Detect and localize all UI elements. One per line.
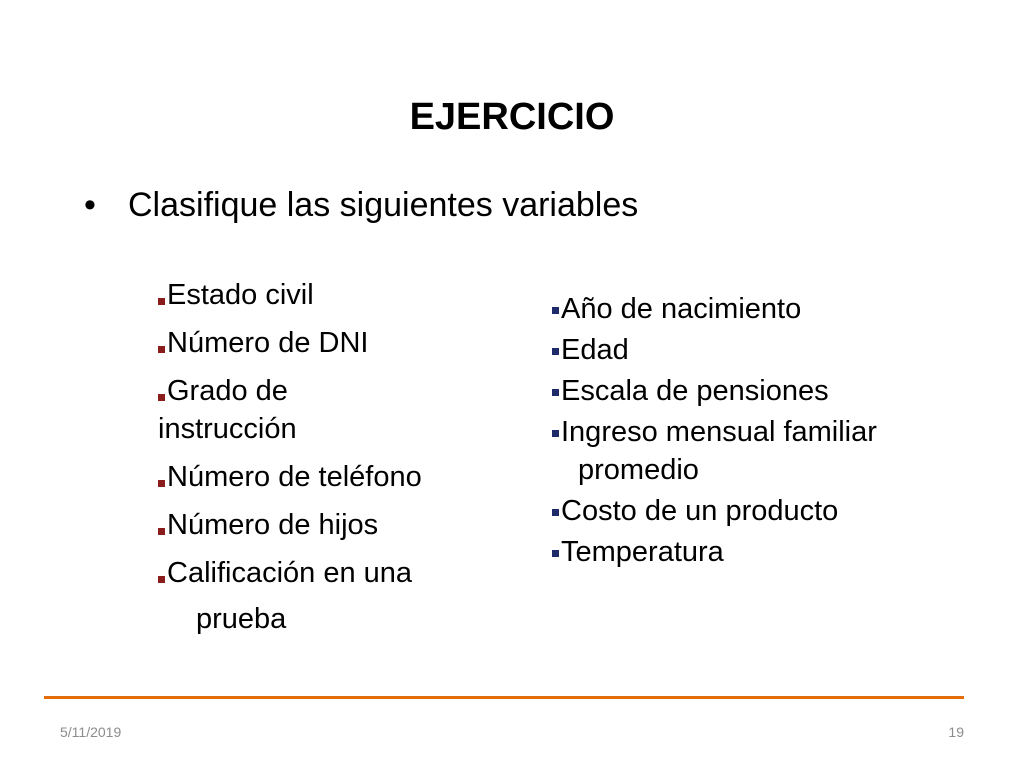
- list-item: [552, 533, 982, 571]
- instruction-bullet: [84, 186, 638, 225]
- list-item-text: Año de nacimiento: [561, 293, 802, 325]
- footer-divider: [44, 696, 964, 699]
- list-item-text: Calificación en una: [167, 557, 413, 589]
- list-item-text: Grado de: [167, 375, 288, 407]
- slide-title: EJERCICIO: [409, 96, 615, 138]
- list-item: [158, 506, 498, 544]
- slide-number: 19: [948, 724, 964, 740]
- square-bullet-icon: [158, 480, 165, 487]
- list-item: [158, 276, 498, 314]
- list-item-text: Temperatura: [561, 536, 724, 568]
- list-item: [552, 290, 982, 328]
- right-variable-list: [552, 290, 982, 574]
- list-item-text: Edad: [561, 334, 629, 366]
- square-bullet-icon: [552, 430, 559, 437]
- square-bullet-icon: [552, 307, 559, 314]
- list-item: [552, 413, 982, 489]
- instruction-text: Clasifique las siguientes variables: [128, 186, 639, 224]
- list-item: [158, 372, 498, 448]
- square-bullet-icon: [552, 348, 559, 355]
- left-variable-list: [158, 276, 498, 648]
- square-bullet-icon: [158, 394, 165, 401]
- list-item-text: Número de hijos: [167, 509, 379, 541]
- list-item-text: Número de DNI: [167, 327, 369, 359]
- list-item-text-continued: prueba: [196, 603, 287, 635]
- list-item: [552, 331, 982, 369]
- square-bullet-icon: [158, 576, 165, 583]
- list-item-text: Estado civil: [167, 279, 314, 311]
- square-bullet-icon: [158, 346, 165, 353]
- square-bullet-icon: [552, 509, 559, 516]
- bullet-dot: •: [84, 186, 96, 224]
- list-item-text: Número de teléfono: [167, 461, 422, 493]
- list-item: [552, 492, 982, 530]
- square-bullet-icon: [158, 298, 165, 305]
- square-bullet-icon: [552, 389, 559, 396]
- list-item: [158, 554, 498, 638]
- footer-date: 5/11/2019: [60, 724, 122, 740]
- list-item: [158, 324, 498, 362]
- list-item: [158, 458, 498, 496]
- square-bullet-icon: [158, 528, 165, 535]
- square-bullet-icon: [552, 550, 559, 557]
- list-item-text: Costo de un producto: [561, 495, 839, 527]
- list-item-text: Ingreso mensual familiar: [561, 416, 877, 448]
- list-item: [552, 372, 982, 410]
- list-item-text-continued: instrucción: [158, 413, 297, 445]
- list-item-text: Escala de pensiones: [561, 375, 829, 407]
- list-item-text-continued: promedio: [578, 454, 699, 486]
